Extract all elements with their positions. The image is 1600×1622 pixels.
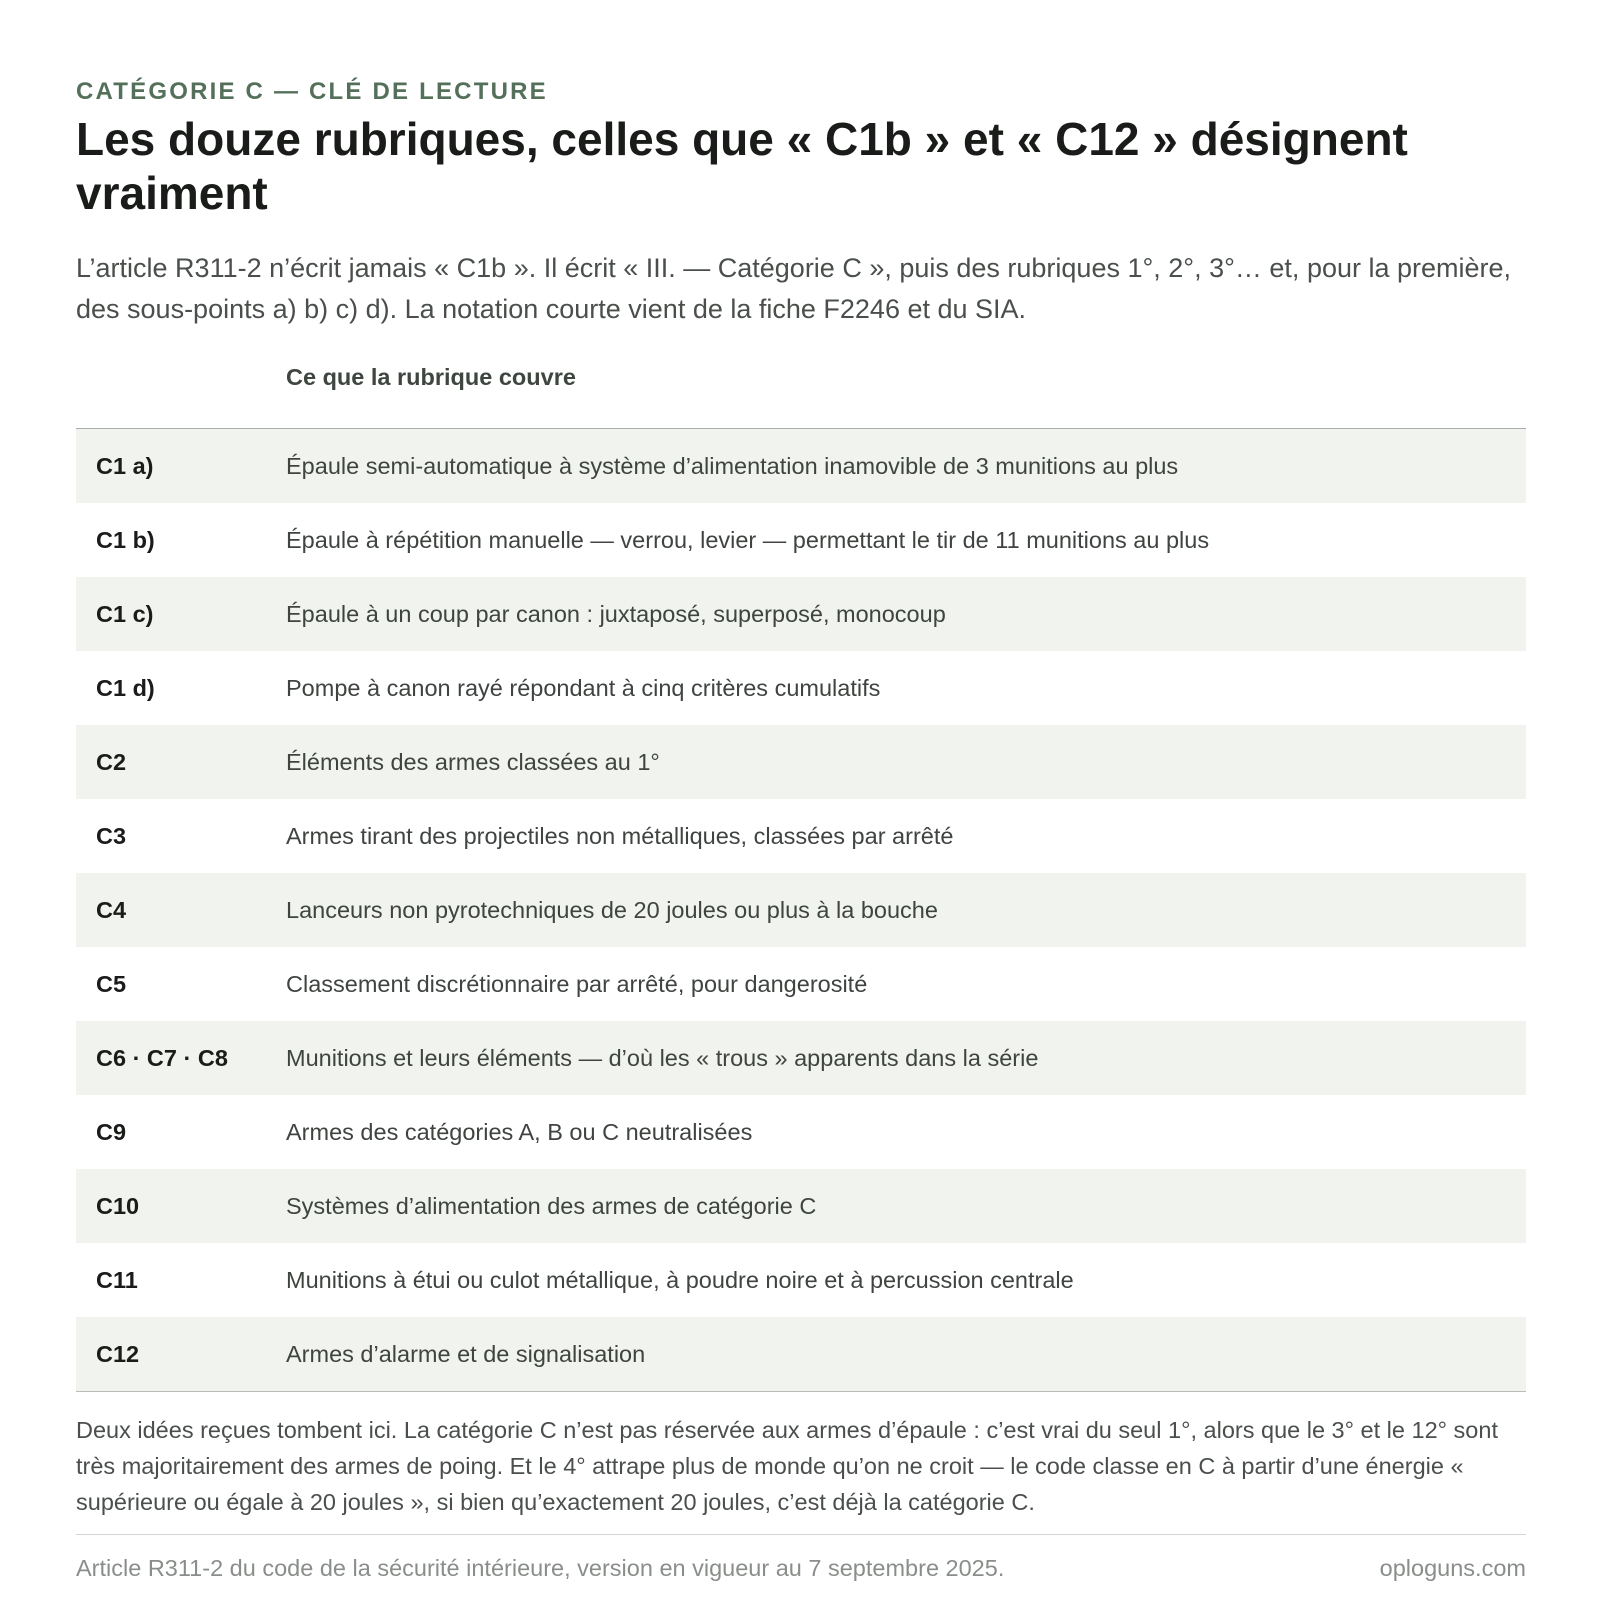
table-row [76,799,1526,873]
column-header-description: Ce que la rubrique couvre [286,364,1526,429]
document [76,76,1526,1583]
rubrique-description: Pompe à canon rayé répondant à cinq critères cumulatifs [286,674,881,701]
rubrique-code: C1 c) [76,577,286,651]
table-row [76,725,1526,799]
rubrique-description: Armes d’alarme et de signalisation [286,1317,1526,1392]
rubrique-description: Armes des catégories A, B ou C neutralisées [286,1118,753,1145]
rubrique-code: C3 [96,822,127,849]
source-citation: Article R311-2 du code de la sécurité intérieure, version en vigueur au 7 septembre 2025. [76,1555,1005,1581]
rubrique-description: Lanceurs non pyrotechniques de 20 joules ou plus à la bouche [286,873,1526,947]
table-row [76,503,1526,577]
rubrique-code: C1 a) [76,429,286,504]
rubriques-table [76,364,1526,1392]
rubrique-code: C1 b) [96,526,155,553]
rubrique-code: C11 [96,1266,138,1293]
rubrique-description: Classement discrétionnaire par arrêté, pour dangerosité [286,970,868,997]
rubrique-description: Munitions et leurs éléments — d’où les « trous » apparents dans la série [286,1021,1526,1095]
rubrique-description: Épaule à un coup par canon : juxtaposé, superposé, monocoup [286,577,1526,651]
table-row [76,1169,1526,1243]
table-row [76,873,1526,947]
section-kicker: CATÉGORIE C — CLÉ DE LECTURE [76,78,548,105]
table-row [76,577,1526,651]
intro-paragraph: L’article R311-2 n’écrit jamais « C1b ». Il écrit « III. — Catégorie C », puis des rubriques 1°, 2°, 3°… et, pour la première, des sous-points a) b) c) d). La notation courte vient de la fiche F2246 et du SIA. [76,253,1512,324]
rubrique-code: C10 [76,1169,286,1243]
rubrique-code: C1 d) [96,674,155,701]
explanatory-note: Deux idées reçues tombent ici. La catégorie C n’est pas réservée aux armes d’épaule : c’est vrai du seul 1°, alors que le 3° et le 12° sont très majoritairement des armes de poing. Et le 4° attrape plus de monde qu’on ne croit — le code classe en C à partir d’une énergie « supérieure ou égale à 20 joules », si bien qu’exactement 20 joules, c’est déjà la catégorie C. [76,1417,1498,1515]
table-row [76,1317,1526,1392]
table-row [76,429,1526,504]
rubrique-description: Munitions à étui ou culot métallique, à poudre noire et à percussion centrale [286,1266,1074,1293]
table-header-row [76,364,1526,429]
table-row [76,651,1526,725]
rubrique-code: C9 [96,1118,127,1145]
table-row [76,1243,1526,1317]
rubrique-code: C4 [76,873,286,947]
rubrique-code: C12 [76,1317,286,1392]
rubrique-description: Épaule semi-automatique à système d’alimentation inamovible de 3 munitions au plus [286,429,1526,504]
table-row [76,947,1526,1021]
table-row [76,1021,1526,1095]
table-body [76,429,1526,1392]
rubrique-code: C6 · C7 · C8 [76,1021,286,1095]
footer [76,1534,1526,1583]
page-title: Les douze rubriques, celles que « C1b » et « C12 » désignent vraiment [76,113,1408,219]
site-name[interactable]: oploguns.com [1379,1555,1526,1581]
column-header-code [76,364,286,429]
rubrique-description: Éléments des armes classées au 1° [286,725,1526,799]
rubrique-description: Épaule à répétition manuelle — verrou, levier — permettant le tir de 11 munitions au plus [286,526,1210,553]
rubrique-code: C2 [76,725,286,799]
rubrique-code: C5 [96,970,127,997]
rubrique-description: Armes tirant des projectiles non métalliques, classées par arrêté [286,822,954,849]
rubrique-description: Systèmes d’alimentation des armes de catégorie C [286,1169,1526,1243]
table-row [76,1095,1526,1169]
